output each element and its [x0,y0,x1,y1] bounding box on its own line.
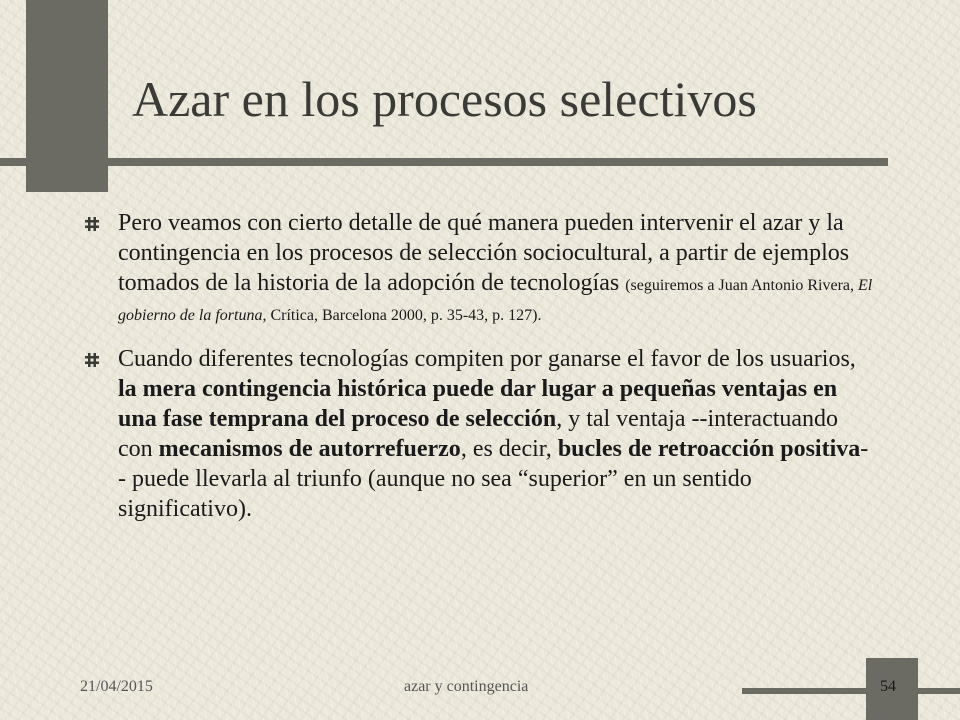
hash-bullet-icon [84,216,100,232]
bullet-text: Cuando diferentes tecnologías compiten por ganarse el favor de los usuarios, [118,346,856,372]
bullet-bold-text: mecanismos de autorrefuerzo [158,436,461,462]
citation-book-title: El gobierno de la fortuna, [118,277,873,324]
bullet-bold-text: bucles de retroacción positiva [557,436,861,462]
footer-date: 21/04/2015 [80,678,153,695]
bullet-text: Pero veamos con cierto detalle de qué manera pueden intervenir el azar y la contingencia en los procesos de selección sociocultural, a partir de ejemplos tomados de la historia de la adopción de tecnologías [118,210,850,296]
bullet-text: , y tal ventaja --interactuando con [118,406,839,462]
bullet-text: -- puede llevarla al triunfo (aunque no sea “superior” en un sentido significativo). [118,436,869,522]
bullet-item [84,344,874,524]
bullet-text: , es decir, [460,436,558,462]
footer-title: azar y contingencia [404,678,529,695]
slide-title: Azar en los procesos selectivos [132,71,757,127]
bullet-item [84,208,874,328]
page-number: 54 [880,678,896,695]
footer-decoration-rule [742,688,960,694]
citation-text-end: Crítica, Barcelona 2000, p. 35-43, p. 127). [266,307,542,324]
citation-text: (seguiremos a Juan Antonio Rivera, [625,277,859,294]
hash-bullet-icon [84,352,100,368]
bullet-bold-text: la mera contingencia histórica puede dar lugar a pequeñas ventajas en una fase temprana del proceso de selección [118,376,838,432]
bullet-list [84,208,874,540]
title-decoration-rule [0,158,888,166]
